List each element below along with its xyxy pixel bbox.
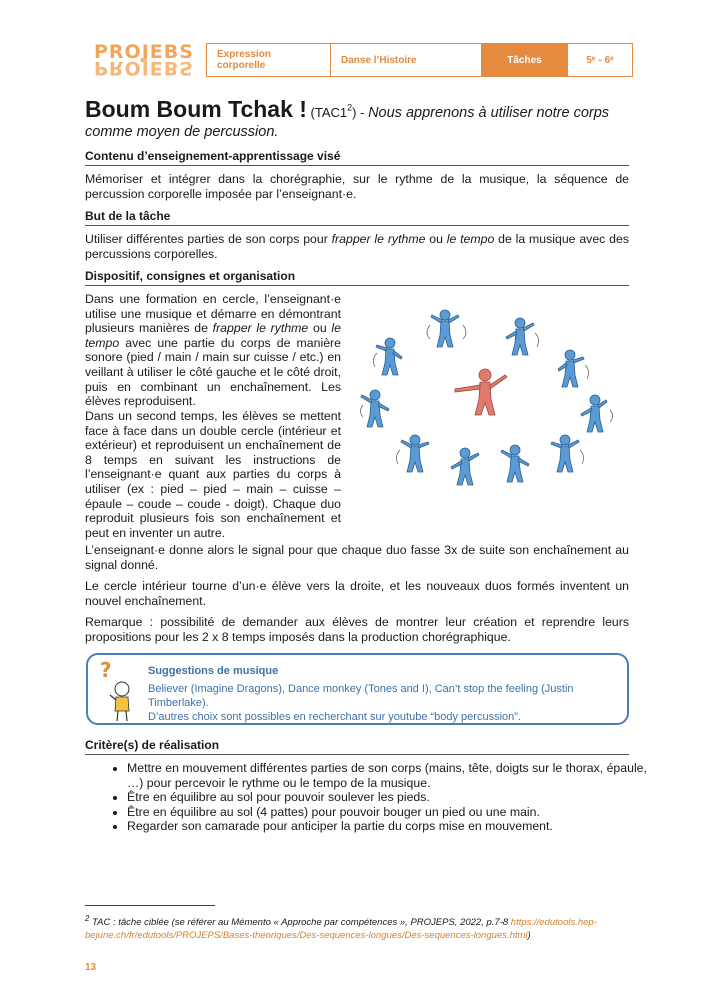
dispositif-p4: Le cercle intérieur tourne d’un·e élève vers la droite, et les nouveaux duos formés inventent un nouvel enchaînement. [85,579,629,608]
header-bar [206,43,633,77]
dancer-figure [431,310,459,347]
svg-text:?: ? [100,659,112,682]
header-type: Tâches [482,44,568,76]
dancer-figure [551,435,579,472]
dancer-figure [581,395,607,432]
footnote-link[interactable]: https://edutools.hep-bejune.ch/fr/edutools/PROJEPS/Bases-theoriques/Des-sequences-longues/Des-sequences-longues.html [85,917,597,942]
dancer-figure [558,350,584,387]
dispositif-p2: Dans un second temps, les élèves se mettent face à face dans un double cercle (intérieur et extérieur) et reproduisent un enchaînement de 8 temps en suivant les instructions de l’enseignant·e quant aux parties du corps à utiliser (ex : pied – pied – main – cuisse – épaule – coude – coude - doigt). Chaque duo reproduit plusieurs fois son enchaînement et peut en inventer un autre. [85,409,341,540]
dancer-figure [401,435,429,472]
music-list: Believer (Imagine Dragons), Dance monkey (Tones and I), Can’t stop the feeling (Justin Timberlake). [148,683,574,709]
section-heading-dispositif: Dispositif, consignes et organisation [85,269,629,286]
title-subtitle-b: comme moyen de percussion. [85,124,279,140]
teacher-figure [455,369,507,415]
question-mark-person-icon [94,659,142,723]
dancer-figure [501,445,529,482]
list-item: • Mettre en mouvement différentes parties de son corps (mains, tête, doigts sur le thorax, épaule, …) pour percevoir le rythme ou le tempo de la musique. [127,761,647,790]
title-dash: - [356,105,369,120]
section-heading-contenu: Contenu d’enseignement-apprentissage visé [85,149,629,166]
but-t2: frapper le rythme [331,232,426,246]
but-t1: Utiliser différentes parties de son corps pour [85,232,332,246]
dancers-circle-illustration [355,305,625,495]
music-box-heading: Suggestions de musique [148,665,279,677]
title-main: Boum Boum Tchak ! [85,96,307,122]
music-box-text [148,682,626,724]
footnote-ref: 2 [347,102,353,113]
dispositif-p5: Remarque : possibilité de demander aux élèves de montrer leur création et reprendre leurs propositions pour les 2 x 8 temps imposés dans la production chorégraphique. [85,615,629,644]
p1c: ou [308,321,332,336]
criteria-list [105,761,647,834]
p1d: le tempo [85,321,341,350]
p1b: frapper le rythme [212,321,309,336]
page-number: 13 [85,962,97,973]
dancer-figure [361,390,389,427]
dispositif-p1 [85,292,341,409]
logo-text: PROJEBS [94,41,194,63]
music-suggestions-box [86,653,629,725]
but-t5: de la musique avec des percussions corporelles. [85,232,629,261]
dispositif-p3: L’enseignant·e donne alors le signal pour que chaque duo fasse 3x de suite son enchaînement au signal donné. [85,543,629,572]
but-t4: le tempo [446,232,495,246]
logo-text-mirrored: PROJEBS [94,57,194,79]
contenu-text: Mémoriser et intégrer dans la chorégraphie, sur le rythme de la musique, la séquence de percussion corporelle imposée par l’enseignant·e. [85,172,629,201]
header-grade: 5ᵉ - 6ᵉ [586,54,614,66]
footnote-number: 2 [85,914,90,923]
title-code: (TAC1 [306,105,348,120]
projeps-logo [94,41,194,79]
footnote-divider [85,905,215,906]
p1a: Dans une formation en cercle, l’enseignant·e utilise une musique et démarre en démontrant plusieurs manières de [85,292,341,336]
dancer-figure [506,318,534,355]
header-theme: Danse l’Histoire [331,44,482,76]
section-heading-criteres: Critère(s) de réalisation [85,738,629,755]
list-item: • Être en équilibre au sol (4 pattes) pour pouvoir bouger un pied ou une main. [127,805,647,820]
header-domain: Expression corporelle [207,44,331,76]
title-code-close: ) [352,105,357,120]
list-item: • Être en équilibre au sol pour pouvoir soulever les pieds. [127,790,647,805]
page-title [85,96,645,141]
but-text [85,232,629,261]
title-subtitle-a: Nous apprenons à utiliser notre corps [368,105,610,121]
section-heading-but: But de la tâche [85,209,629,226]
music-note: D’autres choix sont possibles en recherchant sur youtube “body percussion”. [148,711,521,723]
but-t3: ou [425,232,447,246]
dancer-figure [376,338,402,375]
footnote-text: TAC : tâche ciblée (se référer au Mémento « Approche par compétences », PROJEPS, 2022, p.7-8 [89,917,511,929]
dancer-figure [451,448,479,485]
footnote [85,912,625,942]
p1e: avec une partie du corps de manière sonore (pied / main / main sur cuisse / etc.) en veillant à utiliser le côté gauche et le côté droit, puis en combinant un enchaînement. Les élèves reproduisent. [85,335,341,409]
footnote-close: ) [527,930,531,942]
list-item: • Regarder son camarade pour anticiper la partie du corps mise en mouvement. [127,819,647,834]
